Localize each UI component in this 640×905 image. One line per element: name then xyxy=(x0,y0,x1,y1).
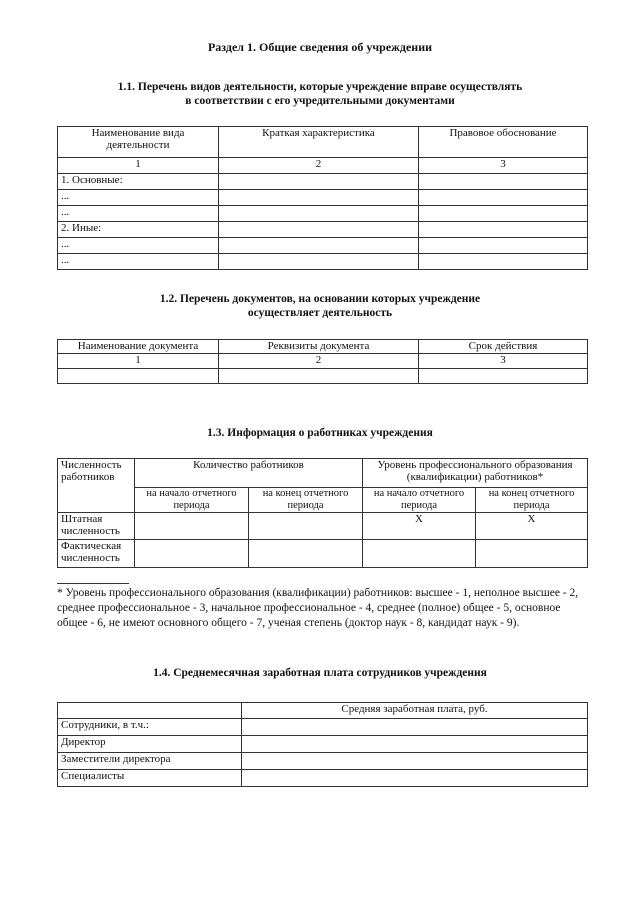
empty-cell xyxy=(58,703,242,719)
column-number: 2 xyxy=(219,158,419,174)
s12-title-line2: осуществляет деятельность xyxy=(247,307,393,319)
table-row xyxy=(58,770,588,787)
empty-cell xyxy=(219,190,419,206)
row-label: ... xyxy=(58,238,219,254)
row-label: 1. Основные: xyxy=(58,174,219,190)
row-label: ... xyxy=(58,254,219,270)
column-number: 3 xyxy=(419,354,588,369)
row-label: Директор xyxy=(58,736,242,753)
table-row xyxy=(58,254,588,270)
row-actual-label: Фактическая численность xyxy=(58,540,135,568)
footnote-separator xyxy=(57,583,129,584)
column-number: 1 xyxy=(58,354,219,369)
table-row xyxy=(58,190,588,206)
table-row xyxy=(58,206,588,222)
table-row xyxy=(58,719,588,736)
empty-cell xyxy=(219,238,419,254)
table-row xyxy=(58,540,588,568)
empty-cell xyxy=(219,222,419,238)
empty-cell xyxy=(219,254,419,270)
empty-cell xyxy=(242,719,588,736)
empty-cell xyxy=(242,753,588,770)
subheader-period-end: на конец отчетного периода xyxy=(249,488,363,513)
documents-table xyxy=(57,339,588,384)
row-label: Специалисты xyxy=(58,770,242,787)
table-row xyxy=(58,222,588,238)
header-short-description: Краткая характеристика xyxy=(219,127,419,158)
header-document-details: Реквизиты документа xyxy=(219,340,419,354)
empty-cell xyxy=(476,540,588,568)
s11-title-line2: в соответствии с его учредительными документами xyxy=(185,95,455,107)
cross-mark: X xyxy=(476,513,588,540)
empty-cell xyxy=(419,369,588,384)
header-education-level: Уровень профессионального образования (квалификации) работников* xyxy=(363,459,588,488)
empty-cell xyxy=(135,540,249,568)
table-row xyxy=(58,513,588,540)
s13-title: 1.3. Информация о работниках учреждения xyxy=(207,427,433,439)
table-row xyxy=(58,736,588,753)
empty-cell xyxy=(219,369,419,384)
header-document-name: Наименование документа xyxy=(58,340,219,354)
row-label: Сотрудники, в т.ч.: xyxy=(58,719,242,736)
activities-table xyxy=(57,126,588,270)
table-row xyxy=(58,174,588,190)
row-staff-label: Штатная численность xyxy=(58,513,135,540)
row-label: Заместители директора xyxy=(58,753,242,770)
table-row xyxy=(58,369,588,384)
row-label: ... xyxy=(58,190,219,206)
subheader-period-start: на начало отчетного периода xyxy=(135,488,249,513)
empty-cell xyxy=(419,222,588,238)
header-average-salary: Средняя заработная плата, руб. xyxy=(242,703,588,719)
empty-cell xyxy=(419,238,588,254)
column-number: 3 xyxy=(419,158,588,174)
header-employee-count: Численность работников xyxy=(58,459,135,513)
table-row xyxy=(58,238,588,254)
s14-title: 1.4. Среднемесячная заработная плата сотрудников учреждения xyxy=(153,667,487,679)
header-legal-basis: Правовое обоснование xyxy=(419,127,588,158)
s11-title-line1: 1.1. Перечень видов деятельности, которые учреждение вправе осуществлять xyxy=(117,81,523,93)
empty-cell xyxy=(419,174,588,190)
empty-cell xyxy=(363,540,476,568)
row-label: ... xyxy=(58,206,219,222)
header-activity-name: Наименование вида деятельности xyxy=(58,127,219,158)
empty-cell xyxy=(242,770,588,787)
empty-cell xyxy=(419,190,588,206)
row-label: 2. Иные: xyxy=(58,222,219,238)
header-validity-period: Срок действия xyxy=(419,340,588,354)
employees-table xyxy=(57,458,588,568)
subheader-period-end: на конец отчетного периода xyxy=(476,488,588,513)
header-number-of-employees: Количество работников xyxy=(135,459,363,488)
empty-cell xyxy=(419,206,588,222)
empty-cell xyxy=(249,540,363,568)
empty-cell xyxy=(219,206,419,222)
cross-mark: X xyxy=(363,513,476,540)
empty-cell xyxy=(419,254,588,270)
empty-cell xyxy=(58,369,219,384)
column-number: 2 xyxy=(219,354,419,369)
table-row xyxy=(58,753,588,770)
empty-cell xyxy=(242,736,588,753)
empty-cell xyxy=(135,513,249,540)
s12-title-line1: 1.2. Перечень документов, на основании которых учреждение xyxy=(159,293,481,305)
footnote: * Уровень профессионального образования (квалификации) работников: высшее - 1, неполное высшее - 2, среднее профессиональное - 3, начальное профессиональное - 4, среднее (полное) общее - 5, основное общее - 6, не имеют основного общего - 7, ученая степень (доктор наук - 8, кандидат наук - 9). xyxy=(57,587,579,629)
column-number: 1 xyxy=(58,158,219,174)
section-title: Раздел 1. Общие сведения об учреждении xyxy=(207,40,433,54)
salary-table xyxy=(57,702,588,787)
empty-cell xyxy=(219,174,419,190)
subheader-period-start: на начало отчетного периода xyxy=(363,488,476,513)
empty-cell xyxy=(249,513,363,540)
